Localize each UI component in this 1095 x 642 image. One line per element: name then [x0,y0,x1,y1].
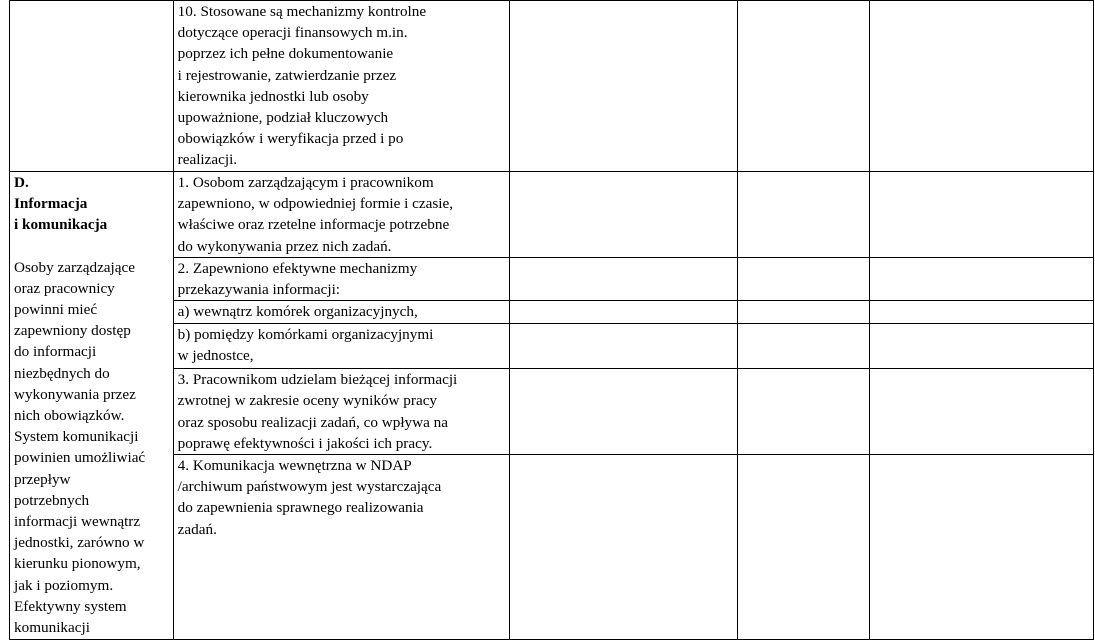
criterion-text: 10. Stosowane są mechanizmy kontrolne dotyczące operacji finansowych m.in. poprzez ich pełne dokumentowanie i rejestrowanie, zatwierdzanie przez kierownika jednostki lub osoby upoważnione, podział kluczowych obowiązków i weryfikacja przed i po realizacji. [173,1,510,172]
table-row [10,1,1094,172]
comment-cell[interactable] [869,257,1093,300]
answer-cell[interactable] [510,369,738,455]
criterion-text: 3. Pracownikom udzielam bieżącej informacji zwrotnej w zakresie oceny wyników pracy oraz sposobu realizacji zadań, co wpływa na poprawę efektywności i jakości ich pracy. [173,369,510,455]
answer-cell[interactable] [737,455,869,640]
criterion-text: 4. Komunikacja wewnętrzna w NDAP /archiwum państwowym jest wystarczająca do zapewnienia sprawnego realizowania zadań. [173,455,510,640]
criterion-text: 1. Osobom zarządzającym i pracownikom zapewniono, w odpowiedniej formie i czasie, właściwe oraz rzetelne informacje potrzebne do wykonywania przez nich zadań. [173,172,510,258]
comment-cell[interactable] [869,369,1093,455]
answer-cell[interactable] [510,455,738,640]
section-cell-empty [10,1,174,172]
assessment-table [9,0,1094,640]
answer-cell[interactable] [510,257,738,300]
answer-cell[interactable] [737,301,869,324]
answer-cell[interactable] [737,257,869,300]
answer-cell[interactable] [510,1,738,172]
comment-cell[interactable] [869,324,1093,369]
comment-cell[interactable] [869,172,1093,258]
section-title: Informacja i komunikacja [14,195,108,234]
answer-cell[interactable] [510,324,738,369]
answer-cell[interactable] [737,1,869,172]
section-description: Osoby zarządzające oraz pracownicy powinni mieć zapewniony dostęp do informacji niezbędnych do wykonywania przez nich obowiązków. System komunikacji powinien umożliwiać przepływ potrzebnych informacji wewnątrz jednostki, zarówno w kierunku pionowym, jak i poziomym. Efektywny system komunikacji [14,258,146,637]
comment-cell[interactable] [869,301,1093,324]
section-cell [10,172,174,640]
comment-cell[interactable] [869,1,1093,172]
answer-cell[interactable] [737,172,869,258]
table-row [10,172,1094,258]
comment-cell[interactable] [869,455,1093,640]
criterion-text: a) wewnątrz komórek organizacyjnych, [173,301,510,324]
answer-cell[interactable] [737,324,869,369]
criterion-text: 2. Zapewniono efektywne mechanizmy przekazywania informacji: [173,257,510,300]
answer-cell[interactable] [510,301,738,324]
answer-cell[interactable] [737,369,869,455]
answer-cell[interactable] [510,172,738,258]
section-letter: D. [14,174,29,191]
criterion-text: b) pomiędzy komórkami organizacyjnymi w jednostce, [173,324,510,369]
